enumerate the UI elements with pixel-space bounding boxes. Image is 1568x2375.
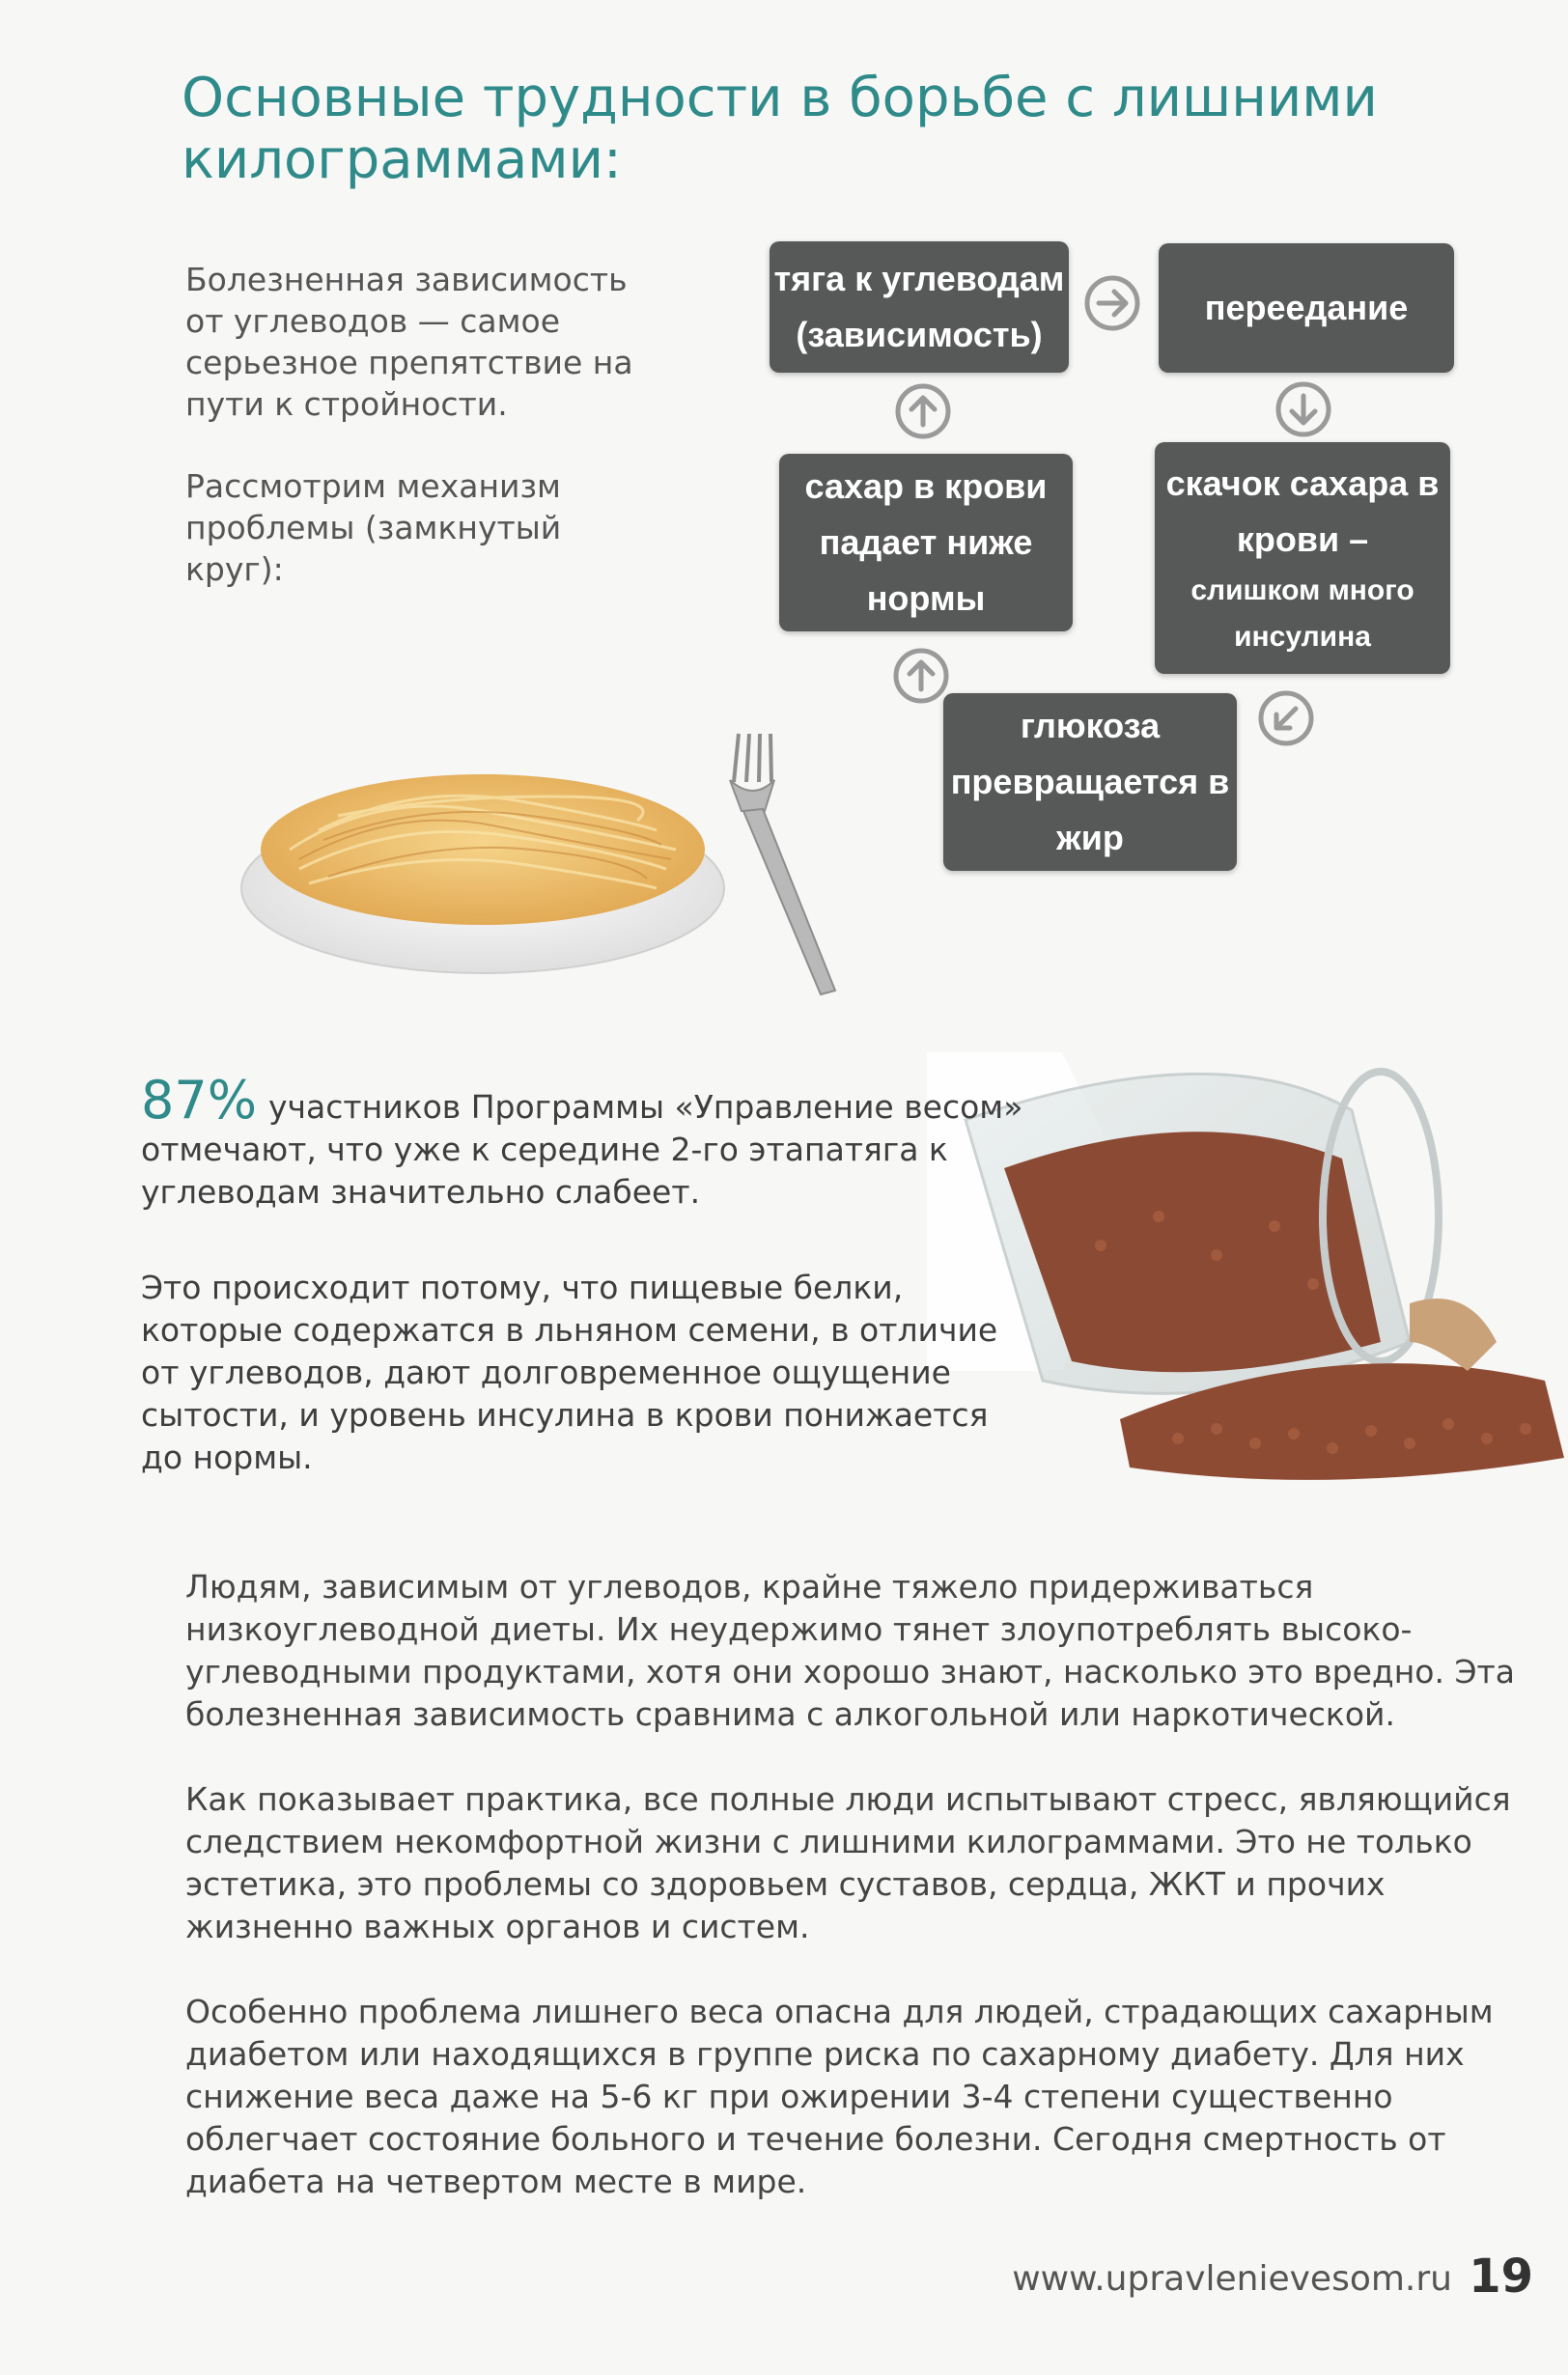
cycle-box-sugar-drop-label: сахар в крови падает ниже нормы <box>804 466 1048 618</box>
stat-text: участников Программы «Управление весом» отмечают, что уже к середине 2-го этапатяга к углеводам значительно слабеет. <box>141 1088 1023 1211</box>
cycle-box-sugar-spike-sublabel: слишком много инсулина <box>1190 574 1414 653</box>
footer-url[interactable]: www.upravlenievesom.ru <box>1012 2259 1452 2299</box>
pasta-plate-image <box>232 705 850 1023</box>
arrow-right-icon <box>1081 272 1143 334</box>
arrow-up-icon <box>890 645 952 707</box>
cycle-box-carb-craving-label: тяга к углеводам (зависимость) <box>773 259 1065 354</box>
cycle-box-sugar-drop <box>779 454 1073 631</box>
page-number: 19 <box>1469 2249 1533 2304</box>
cycle-box-glucose-to-fat <box>943 693 1237 871</box>
arrow-up-icon <box>892 380 954 442</box>
cycle-box-carb-craving <box>770 241 1069 373</box>
cycle-box-sugar-spike-label: скачок сахара в крови – <box>1165 463 1440 559</box>
arrow-down-icon <box>1273 378 1334 440</box>
arrow-down-left-icon <box>1255 687 1317 749</box>
body-paragraph-3: Особенно проблема лишнего веса опасна для людей, страдающих сахарным диабетом или находящихся в группе риска по сахарному диабету. Для них снижение веса даже на 5-6 кг при ожирении 3-4 степени существенно облегчает состояние больного и течение болезни. Сегодня смертность от диабета на четвертом месте в мире. <box>185 1993 1494 2200</box>
stat-paragraph <box>141 1070 1039 1214</box>
cycle-box-overeating-label: переедание <box>1204 288 1409 327</box>
intro-paragraph-2: Рассмотрим механизм проблемы (замкнутый круг): <box>185 467 562 588</box>
stat-explanation: Это происходит потому, что пищевые белки, которые содержатся в льняном семени, в отличие от углеводов, дают долговременное ощущение сытости, и уровень инсулина в крови понижается до нормы. <box>141 1269 998 1476</box>
page-title: Основные трудности в борьбе с лишними килограммами: <box>182 67 1378 191</box>
body-paragraph-1: Людям, зависимым от углеводов, крайне тяжело придерживаться низкоуглеводной диеты. Их неудержимо тянет злоупотреблять высоко-углеводными продуктами, хотя они хорошо знают, насколько это вредно. Эта болезненная зависимость сравнима с алкогольной или наркотической. <box>185 1568 1515 1733</box>
cycle-box-overeating <box>1159 243 1454 373</box>
intro-paragraph-1: Болезненная зависимость от углеводов — самое серьезное препятствие на пути к стройности. <box>185 261 633 423</box>
cycle-box-sugar-spike <box>1155 442 1450 674</box>
cycle-box-glucose-to-fat-label: глюкоза превращается в жир <box>950 706 1230 857</box>
body-paragraph-2: Как показывает практика, все полные люди испытывают стресс, являющийся следствием некомфортной жизни с лишними килограммами. Это не только эстетика, это проблемы со здоровьем суставов, сердца, ЖКТ и прочих жизненно важных органов и систем. <box>185 1780 1511 1945</box>
stat-percent: 87% <box>141 1070 258 1131</box>
